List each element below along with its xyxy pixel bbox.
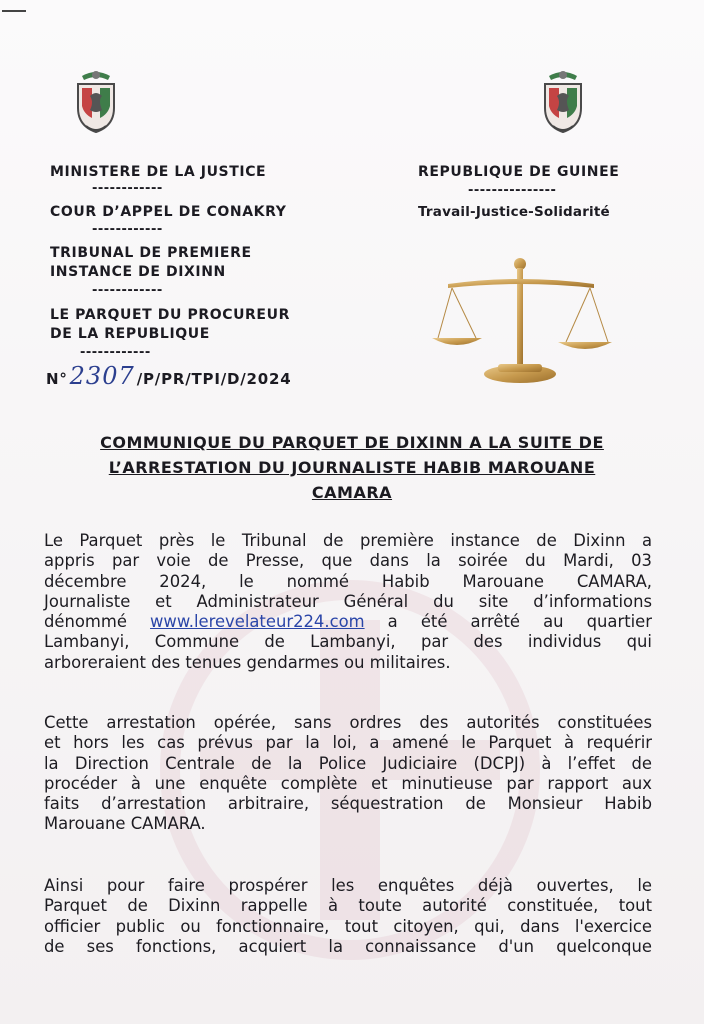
separator-3: ------------ <box>92 283 163 298</box>
separator-4: ------------ <box>80 345 151 360</box>
p1-line-1: Le Parquet près le Tribunal de première instance de Dixinn a <box>44 531 652 550</box>
title-line-3: CAMARA <box>311 483 393 502</box>
separator-1: ------------ <box>92 181 163 196</box>
p2-line-6: Marouane CAMARA. <box>44 814 206 834</box>
communique-title <box>48 430 656 505</box>
title-line-2: L’ARRESTATION DU JOURNALISTE HABIB MAROUANE <box>108 458 596 477</box>
reference-handwritten-number: 2307 <box>69 362 135 390</box>
reference-suffix: /P/PR/TPI/D/2024 <box>136 370 292 388</box>
p2-line-1: Cette arrestation opérée, sans ordres des autorités constituées <box>44 713 652 732</box>
p2-line-5: faits d’arrestation arbitraire, séquestration de Monsieur Habib <box>44 794 652 814</box>
p1-line-2: appris par voie de Presse, que dans la soirée du Mardi, 03 <box>44 551 652 571</box>
country-name: REPUBLIQUE DE GUINEE <box>418 164 620 180</box>
title-line-1: COMMUNIQUE DU PARQUET DE DIXINN A LA SUITE DE <box>100 433 604 452</box>
paragraph-2 <box>44 713 652 835</box>
scales-of-justice-icon <box>428 256 618 388</box>
paragraph-3 <box>44 876 652 957</box>
p1-line-5 <box>44 612 652 632</box>
paragraph-1 <box>44 531 652 673</box>
p1-line-3: décembre 2024, le nommé Habib Marouane CAMARA, <box>44 571 652 591</box>
p2-line-2: et hors les cas prévus par la loi, a amené le Parquet à requérir <box>44 733 652 753</box>
corner-mark <box>2 10 26 12</box>
separator-right: --------------- <box>468 183 557 198</box>
p1-line-7: arboreraient des tenues gendarmes ou militaires. <box>44 652 451 672</box>
p3-line-3: officier public ou fonctionnaire, tout citoyen, qui, dans l'exercice <box>44 916 652 936</box>
p3-line-2: Parquet de Dixinn rappelle à toute autorité constituée, tout <box>44 896 652 916</box>
national-motto: Travail-Justice-Solidarité <box>418 204 610 220</box>
reference-prefix: N° <box>46 370 68 388</box>
p3-line-1: Ainsi pour faire prospérer les enquêtes déjà ouvertes, le <box>44 876 652 895</box>
p1-line-5-end: a été arrêté au quartier <box>364 612 652 632</box>
parquet-line-1: LE PARQUET DU PROCUREUR <box>50 307 290 323</box>
p2-line-3: la Direction Centrale de la Police Judiciaire (DCPJ) à l’effet de <box>44 753 652 773</box>
tribunal-line-1: TRIBUNAL DE PREMIERE <box>50 245 252 261</box>
website-link[interactable]: www.lerevelateur224.com <box>150 612 365 632</box>
p3-line-4: de ses fonctions, acquiert la connaissance d'un quelconque <box>44 936 652 956</box>
separator-2: ------------ <box>92 222 163 237</box>
p1-line-5-start: dénommé <box>44 612 151 632</box>
p1-line-4: Journaliste et Administrateur Général du site d’informations <box>44 591 652 611</box>
coat-of-arms-right-icon <box>535 66 591 136</box>
p1-line-6: Lambanyi, Commune de Lambanyi, par des individus qui <box>44 632 652 652</box>
parquet-line-2: DE LA REPUBLIQUE <box>50 326 210 342</box>
tribunal-line-2: INSTANCE DE DIXINN <box>50 264 226 280</box>
reference-number <box>46 362 291 390</box>
coat-of-arms-left-icon <box>68 66 124 136</box>
p2-line-4: procéder à une enquête complète et minutieuse par rapport aux <box>44 773 652 793</box>
court-of-appeal: COUR D’APPEL DE CONAKRY <box>50 204 287 220</box>
ministry-name: MINISTERE DE LA JUSTICE <box>50 164 267 180</box>
